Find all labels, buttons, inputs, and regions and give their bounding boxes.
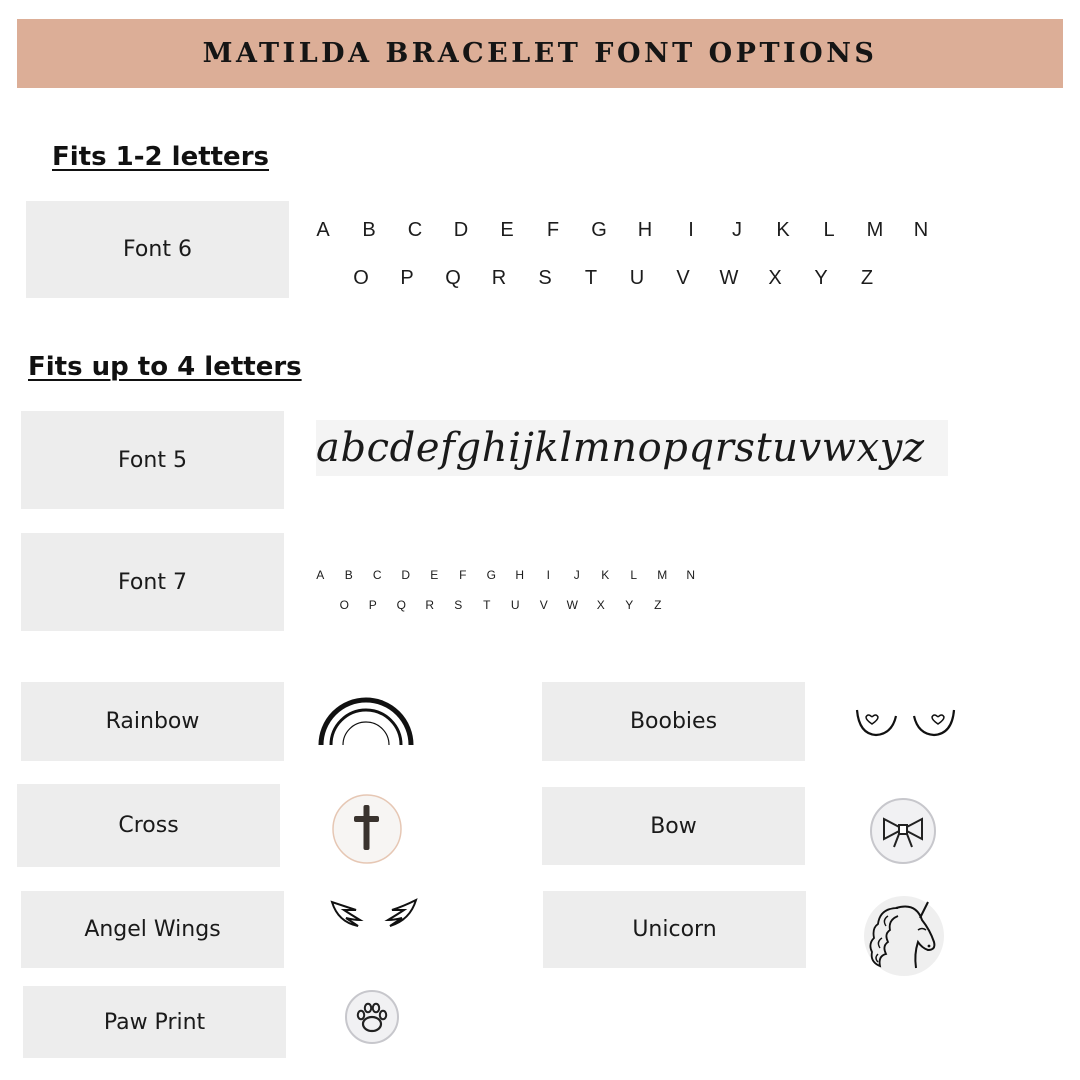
font-6-letter: C	[407, 219, 423, 241]
font-7-letter: R	[425, 598, 435, 612]
font-6-letter: N	[913, 219, 929, 241]
cross-icon	[330, 792, 404, 866]
font-7-letter: K	[601, 568, 610, 582]
font-6-letter: Q	[445, 267, 461, 289]
font-6-letter: H	[637, 219, 653, 241]
font-7-letter: L	[630, 568, 638, 582]
font-7-letter: E	[430, 568, 439, 582]
font-6-sample-row-1	[300, 219, 944, 242]
font-7-letter: I	[546, 568, 550, 582]
font-7-sample-row-2	[330, 598, 672, 612]
paw-print-icon	[344, 989, 400, 1045]
font-7-letter: Q	[396, 598, 406, 612]
font-7-letter: V	[539, 598, 548, 612]
font-6-letter: X	[768, 267, 782, 289]
font-6-letter: F	[546, 219, 560, 241]
font-6-letter: P	[400, 267, 414, 289]
font-6-letter: Z	[860, 267, 874, 289]
font-7-letter: T	[483, 598, 491, 612]
font-6-letter: Y	[814, 267, 828, 289]
boobies-icon	[852, 704, 960, 742]
font-6-letter: V	[676, 267, 690, 289]
title-banner	[17, 19, 1063, 88]
font-6-letter: I	[688, 219, 694, 241]
font-5-label: Font 5	[21, 411, 284, 509]
font-6-letter: E	[500, 219, 514, 241]
font-6-letter: U	[629, 267, 645, 289]
font-6-letter: D	[453, 219, 469, 241]
font-7-letter: G	[486, 568, 496, 582]
unicorn-icon	[858, 894, 948, 978]
angel-wings-icon	[328, 896, 420, 932]
font-7-letter: O	[339, 598, 349, 612]
section-heading-fits-4: Fits up to 4 letters	[28, 352, 302, 382]
font-7-letter: Y	[625, 598, 634, 612]
font-7-sample-row-1	[306, 568, 705, 582]
boobies-label: Boobies	[542, 682, 805, 761]
font-7-letter: N	[686, 568, 696, 582]
bow-label: Bow	[542, 787, 805, 865]
font-7-letter: S	[454, 598, 463, 612]
font-6-letter: M	[866, 219, 884, 241]
font-7-letter: M	[657, 568, 668, 582]
font-6-letter: B	[362, 219, 376, 241]
rainbow-label: Rainbow	[21, 682, 284, 761]
font-6-letter: G	[591, 219, 607, 241]
rainbow-icon	[316, 696, 416, 748]
font-7-letter: B	[344, 568, 353, 582]
font-7-letter: C	[372, 568, 382, 582]
font-7-letter: D	[401, 568, 411, 582]
font-7-letter: F	[459, 568, 467, 582]
section-heading-fits-1-2: Fits 1-2 letters	[52, 142, 269, 172]
font-7-letter: A	[316, 568, 325, 582]
font-7-letter: W	[566, 598, 578, 612]
font-6-letter: L	[823, 219, 835, 241]
angel-wings-label: Angel Wings	[21, 891, 284, 968]
font-7-letter: U	[510, 598, 520, 612]
font-6-letter: J	[732, 219, 742, 241]
font-6-sample-row-2	[338, 267, 890, 290]
paw-print-label: Paw Print	[23, 986, 286, 1058]
bow-icon	[868, 797, 938, 865]
font-6-letter: O	[353, 267, 369, 289]
font-5-sample: abcdefghijklmnopqrstuvwxyz	[316, 420, 948, 476]
font-7-letter: Z	[654, 598, 662, 612]
font-7-letter: X	[596, 598, 605, 612]
font-6-letter: K	[776, 219, 790, 241]
font-6-letter: S	[538, 267, 552, 289]
font-6-label: Font 6	[26, 201, 289, 298]
font-6-letter: A	[316, 219, 330, 241]
unicorn-label: Unicorn	[543, 891, 806, 968]
font-7-label: Font 7	[21, 533, 284, 631]
font-7-letter: H	[515, 568, 525, 582]
font-6-letter: W	[719, 267, 739, 289]
page-title: MATILDA BRACELET FONT OPTIONS	[202, 38, 878, 69]
font-7-letter: P	[368, 598, 377, 612]
font-6-letter: R	[491, 267, 507, 289]
cross-label: Cross	[17, 784, 280, 867]
font-6-letter: T	[584, 267, 598, 289]
font-7-letter: J	[573, 568, 580, 582]
